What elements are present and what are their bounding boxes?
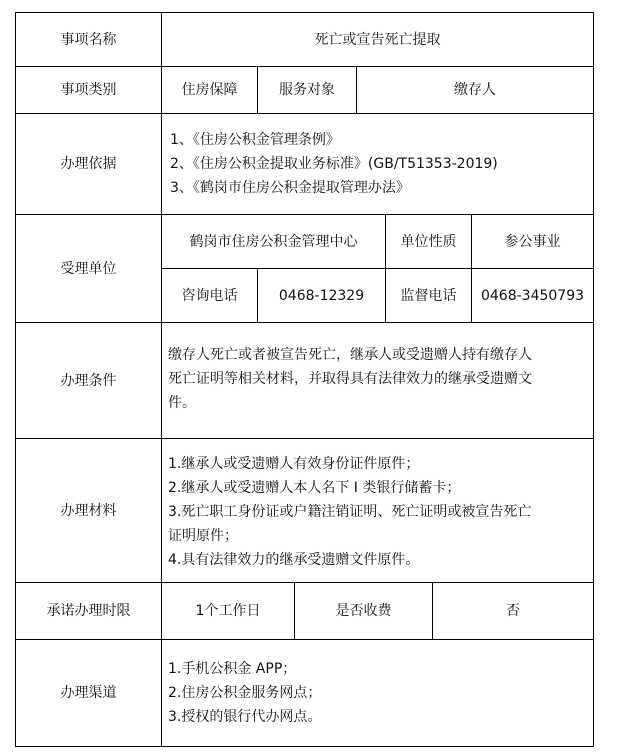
conditions-line: 件。 [168, 395, 196, 411]
conditions-label: 办理条件 [60, 372, 117, 389]
basis-item: 1、《住房公积金管理条例》 [170, 132, 340, 148]
basis-item: 2、《住房公积金提取业务标准》(GB/T51353-2019) [170, 156, 498, 172]
service-target-label: 服务对象 [279, 82, 335, 98]
channels-item: 3.授权的银行代办网点。 [168, 709, 322, 725]
unit-nature-value: 参公事业 [504, 233, 561, 250]
item-category-value: 住房保障 [181, 82, 238, 98]
materials-item: 3.死亡职工身份证或户籍注销证明、死亡证明或被宣告死亡 [168, 504, 532, 520]
fee-label: 是否收费 [335, 603, 392, 619]
materials-item: 4.具有法律效力的继承受遗赠文件原件。 [168, 552, 420, 568]
basis-list [170, 128, 590, 200]
item-name-label: 事项名称 [60, 31, 117, 48]
accepting-unit-name: 鹤岗市住房公积金管理中心 [189, 233, 358, 250]
channels-item: 1.手机公积金 APP； [168, 661, 297, 677]
table-border [15, 746, 594, 747]
conditions-text [168, 343, 590, 415]
conditions-line: 缴存人死亡或者被宣告死亡，继承人或受遗赠人持有缴存人 [168, 347, 532, 363]
materials-label: 办理材料 [60, 502, 117, 519]
channels-item: 2.住房公积金服务网点； [168, 685, 322, 701]
conditions-line: 死亡证明等相关材料，并取得具有法律效力的继承受遗赠文 [168, 371, 532, 387]
item-name-value: 死亡或宣告死亡提取 [314, 31, 441, 48]
accepting-unit-label: 受理单位 [60, 260, 117, 277]
time-limit-value: 1个工作日 [195, 603, 261, 619]
time-limit-label: 承诺办理时限 [46, 603, 131, 619]
fee-value: 否 [506, 603, 520, 619]
service-target-value: 缴存人 [454, 82, 496, 98]
channels-label: 办理渠道 [60, 685, 117, 701]
materials-item: 2.继承人或受遗赠人本人名下 I 类银行储蓄卡； [168, 480, 461, 496]
supervise-phone-value: 0468-3450793 [480, 287, 585, 304]
channels-list [168, 657, 590, 729]
basis-label: 办理依据 [60, 156, 117, 172]
unit-nature-label: 单位性质 [400, 233, 457, 250]
basis-item: 3、《鹤岗市住房公积金提取管理办法》 [170, 180, 410, 196]
materials-item: 证明原件； [168, 528, 238, 544]
materials-item: 1.继承人或受遗赠人有效身份证件原件； [168, 456, 420, 472]
supervise-phone-label: 监督电话 [400, 287, 457, 304]
table-border [593, 12, 594, 747]
materials-list [168, 452, 590, 572]
item-category-label: 事项类别 [60, 82, 117, 98]
consult-phone-label: 咨询电话 [181, 287, 238, 304]
consult-phone-value: 0468-12329 [278, 287, 365, 304]
